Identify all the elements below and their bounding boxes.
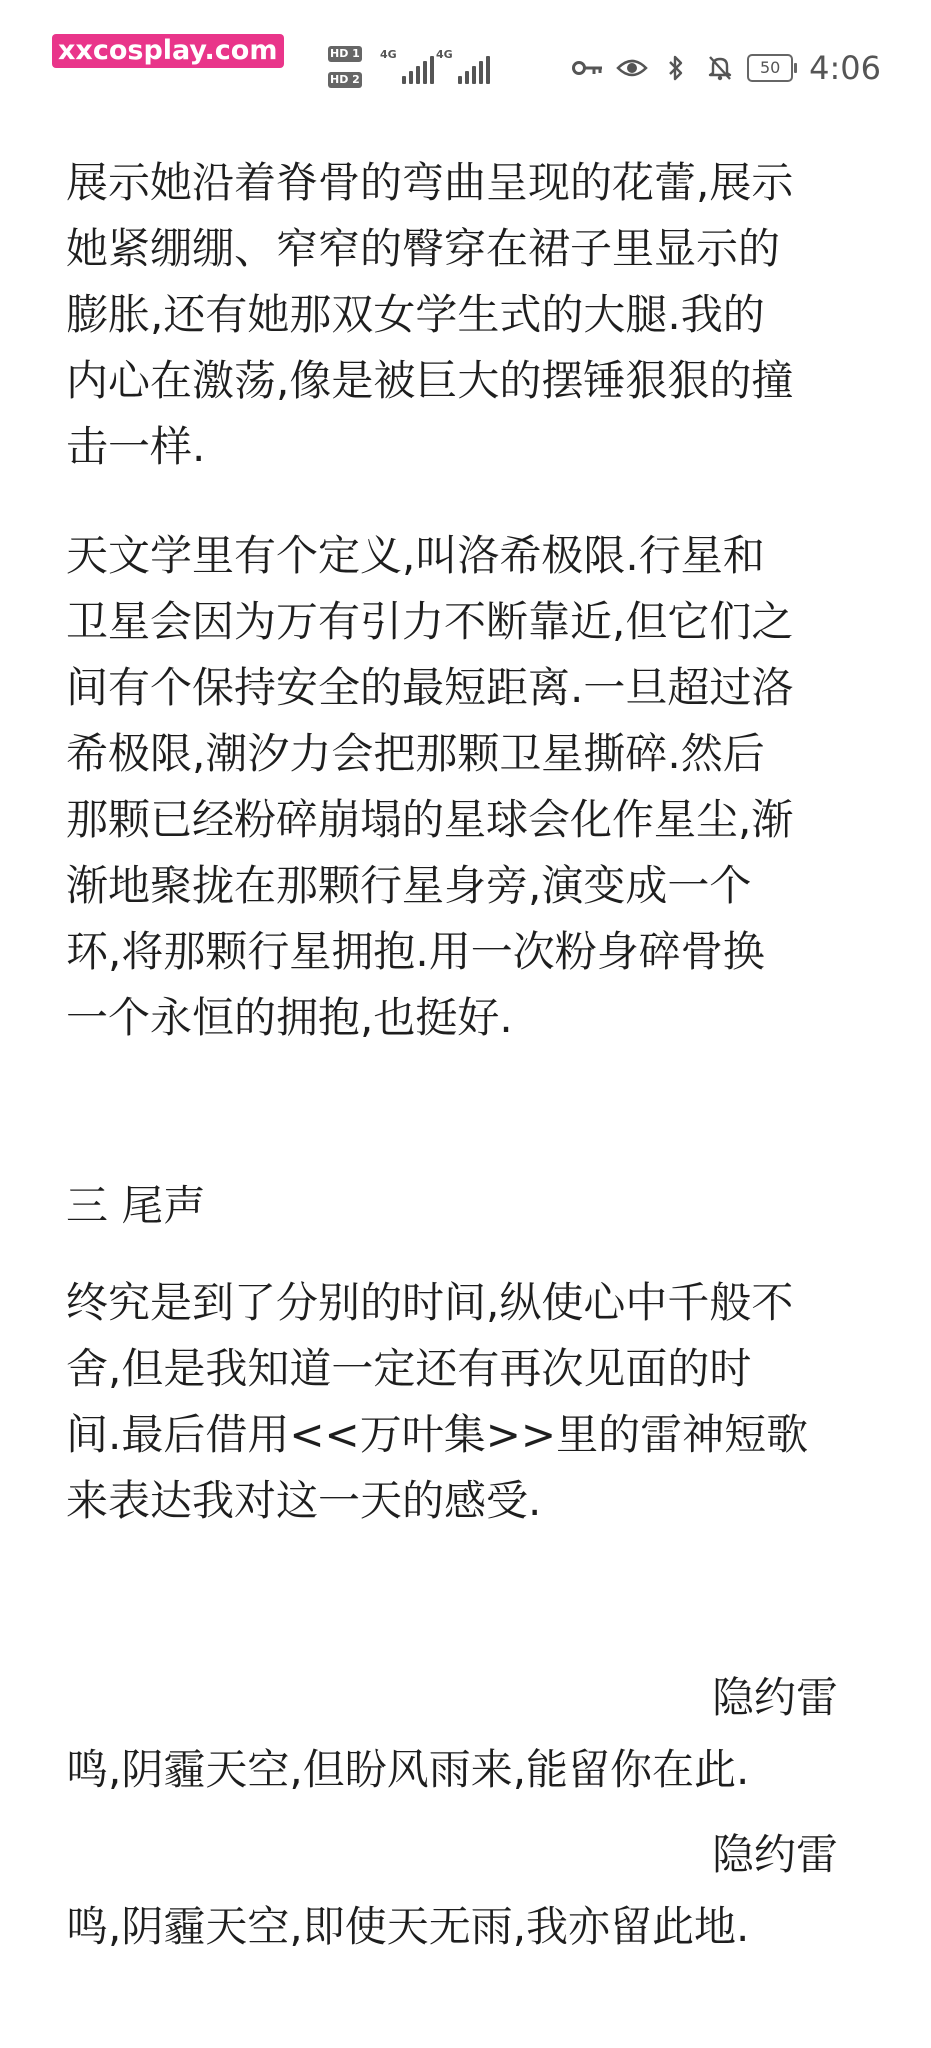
text-line: 舍,但是我知道一定还有再次见面的时 xyxy=(66,1344,752,1393)
status-icons xyxy=(571,48,881,88)
heading-text: 三 尾声 xyxy=(66,1181,206,1230)
text-line: 终究是到了分别的时间,纵使心中千般不 xyxy=(66,1278,794,1327)
section-heading xyxy=(66,1173,886,1239)
text-line: 环,将那颗行星拥抱.用一次粉身碎骨换 xyxy=(66,927,765,976)
paragraph-1 xyxy=(66,150,886,480)
text-line: 内心在激荡,像是被巨大的摆锤狠狠的撞 xyxy=(66,356,794,405)
text-line: 天文学里有个定义,叫洛希极限.行星和 xyxy=(66,531,765,580)
poem-line-1-end: 隐约雷 xyxy=(712,1673,839,1722)
text-line: 一个永恒的拥抱,也挺好. xyxy=(66,993,513,1042)
bell-muted-icon xyxy=(703,51,737,85)
cut-off-line xyxy=(66,92,886,142)
text-line: 卫星会因为万有引力不断靠近,但它们之 xyxy=(66,597,794,646)
text-line: 间有个保持安全的最短距离.一旦超过洛 xyxy=(66,663,794,712)
text-line: 膨胀,还有她那双女学生式的大腿.我的 xyxy=(66,290,765,339)
text-line: 来表达我对这一天的感受. xyxy=(66,1476,542,1525)
poem-line-1: 鸣,阴霾天空,但盼风雨来,能留你在此. xyxy=(66,1745,750,1794)
signal-icon-sim2: 4G xyxy=(436,48,496,84)
text-line: 渐地聚拢在那颗行星身旁,演变成一个 xyxy=(66,861,752,910)
sim2-badge: HD 2 xyxy=(330,73,360,86)
eye-icon xyxy=(615,51,649,85)
text-line: 间.最后借用<<万叶集>>里的雷神短歌 xyxy=(66,1410,809,1459)
text-line: 她紧绷绷、窄窄的臀穿在裙子里显示的 xyxy=(66,224,781,273)
signal-icon-sim1: 4G xyxy=(380,48,440,84)
clock-time: 4:06 xyxy=(809,49,881,87)
paragraph-2 xyxy=(66,523,886,1051)
paragraph-3 xyxy=(66,1270,886,1534)
text-line: 展示她沿着脊骨的弯曲呈现的花蕾,展示 xyxy=(66,158,794,207)
key-icon xyxy=(571,51,605,85)
text-line: 击一样. xyxy=(66,422,206,471)
sim1-badge: HD 1 xyxy=(330,47,360,60)
text-line: 那颗已经粉碎崩塌的星球会化作星尘,渐 xyxy=(66,795,794,844)
watermark-logo: xxcosplay.com xyxy=(52,34,284,68)
sim-badges xyxy=(328,44,370,92)
text-line: 希极限,潮汐力会把那颗卫星撕碎.然后 xyxy=(66,729,765,778)
poem-line-2: 鸣,阴霾天空,即使天无雨,我亦留此地. xyxy=(66,1902,750,1951)
battery-icon: 50 xyxy=(747,54,793,82)
bluetooth-icon xyxy=(659,51,693,85)
poem-line-2-end: 隐约雷 xyxy=(712,1830,839,1879)
text-line xyxy=(66,92,343,135)
